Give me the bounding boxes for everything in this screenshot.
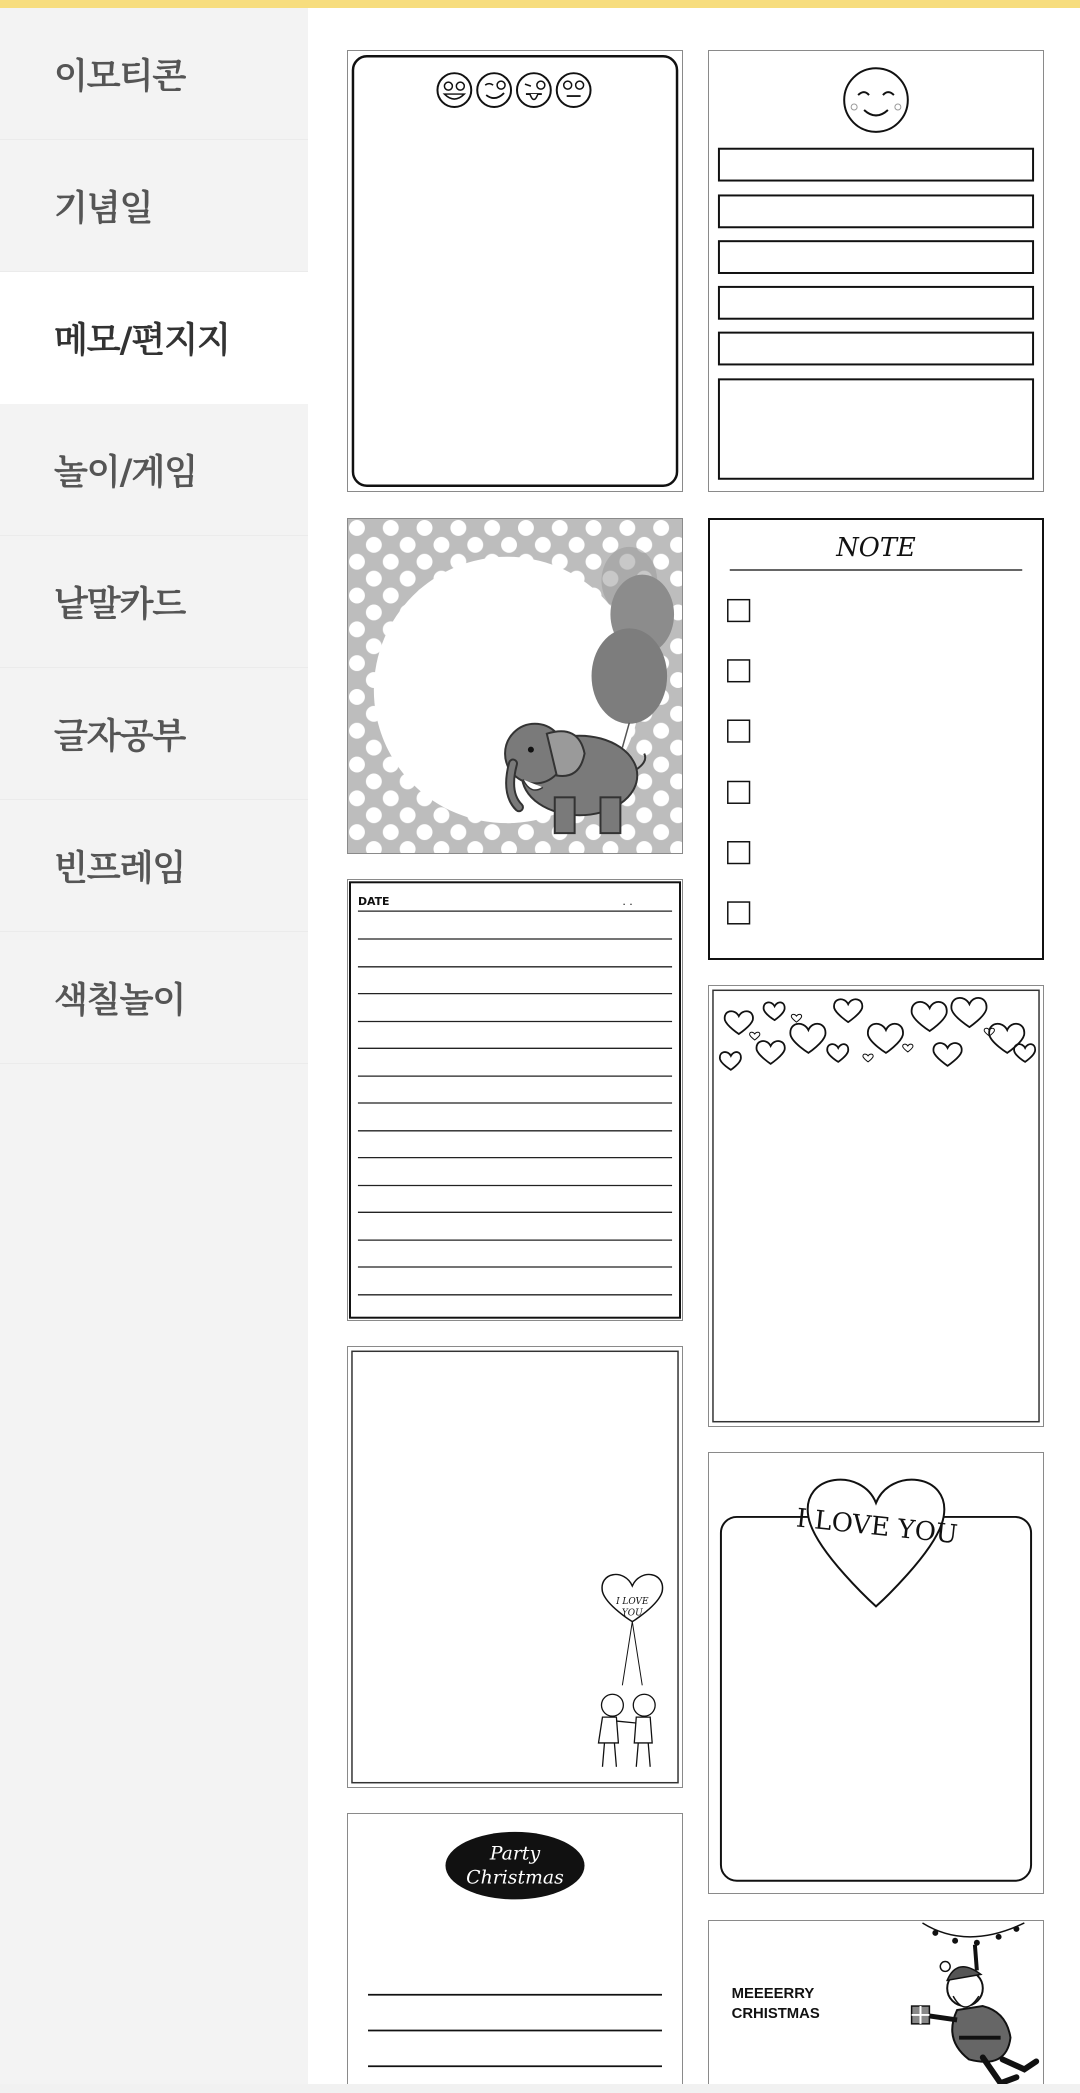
sidebar-item-coloring[interactable]: [0, 932, 308, 1064]
couple-balloon-illustration: [348, 1347, 682, 1787]
neutral-face-icon: [557, 73, 591, 107]
category-sidebar: [0, 8, 308, 2093]
template-merry-christmas[interactable]: [708, 1920, 1044, 2093]
sidebar-item-word-card[interactable]: [0, 536, 308, 668]
merry-christmas-illustration: [709, 1921, 1043, 2093]
sidebar-item-memo-letter[interactable]: [0, 272, 308, 404]
template-i-love-you[interactable]: [708, 1452, 1044, 1894]
party-christmas-illustration: [348, 1814, 682, 2093]
sidebar-item-blank-frame[interactable]: [0, 800, 308, 932]
date-lined-illustration: [348, 880, 682, 1320]
sidebar-item-label: 이모티콘: [54, 56, 186, 97]
date-dots: . .: [622, 895, 633, 909]
sidebar-item-anniversary[interactable]: [0, 140, 308, 272]
note-title: NOTE: [836, 533, 916, 564]
winking-face-icon: [477, 73, 511, 107]
template-note-checklist[interactable]: [708, 518, 1044, 960]
sidebar-item-label: 빈프레임: [54, 848, 186, 889]
note-checklist-illustration: [710, 520, 1042, 958]
template-party-christmas[interactable]: [347, 1813, 683, 2093]
couple-icon: [599, 1694, 656, 1767]
grinning-face-icon: [437, 73, 471, 107]
sidebar-item-play-game[interactable]: [0, 404, 308, 536]
elephant-polka-illustration: [348, 519, 682, 853]
template-date-lined[interactable]: [347, 879, 683, 1321]
template-grid: [308, 8, 1080, 2093]
tongue-face-icon: [517, 73, 551, 107]
xmas-line-1: MEEEERRY: [731, 1986, 815, 2003]
checkbox-icon: [728, 600, 750, 924]
hearts-illustration: [709, 986, 1043, 1426]
heart-text: I LOVE YOU: [794, 1503, 959, 1551]
sidebar-item-emoticon[interactable]: [0, 8, 308, 140]
template-elephant-polka[interactable]: [347, 518, 683, 854]
balloon-text-1: I LOVE: [616, 1596, 649, 1607]
sidebar-item-label: 낱말카드: [54, 584, 186, 625]
template-smiley-form[interactable]: [708, 50, 1044, 492]
party-line-2: Christmas: [466, 1866, 564, 1889]
balloon-text-2: YOU: [621, 1608, 643, 1619]
template-hearts[interactable]: [708, 985, 1044, 1427]
i-love-you-illustration: [709, 1453, 1043, 1893]
sidebar-item-label: 메모/편지지: [54, 320, 230, 361]
party-line-1: Party: [489, 1842, 541, 1865]
sidebar-item-label: 놀이/게임: [54, 452, 198, 493]
heart-balloon-icon: [602, 1574, 662, 1685]
sidebar-item-letter-study[interactable]: [0, 668, 308, 800]
heart-icon: [720, 998, 1035, 1070]
santa-icon: [912, 1945, 1037, 2083]
emoji-frame-illustration: [348, 51, 682, 491]
template-couple-balloon[interactable]: [347, 1346, 683, 1788]
template-emoji-frame[interactable]: [347, 50, 683, 492]
sidebar-item-label: 색칠놀이: [54, 980, 186, 1021]
xmas-line-2: CRHISTMAS: [731, 2005, 820, 2022]
sidebar-item-label: 기념일: [54, 188, 153, 229]
smiling-face-icon: [844, 68, 908, 132]
smiley-form-illustration: [709, 51, 1043, 491]
date-label: DATE: [357, 895, 390, 909]
sidebar-item-label: 글자공부: [54, 716, 186, 757]
bottom-edge: [0, 2084, 1080, 2093]
top-accent-bar: [0, 0, 1080, 8]
